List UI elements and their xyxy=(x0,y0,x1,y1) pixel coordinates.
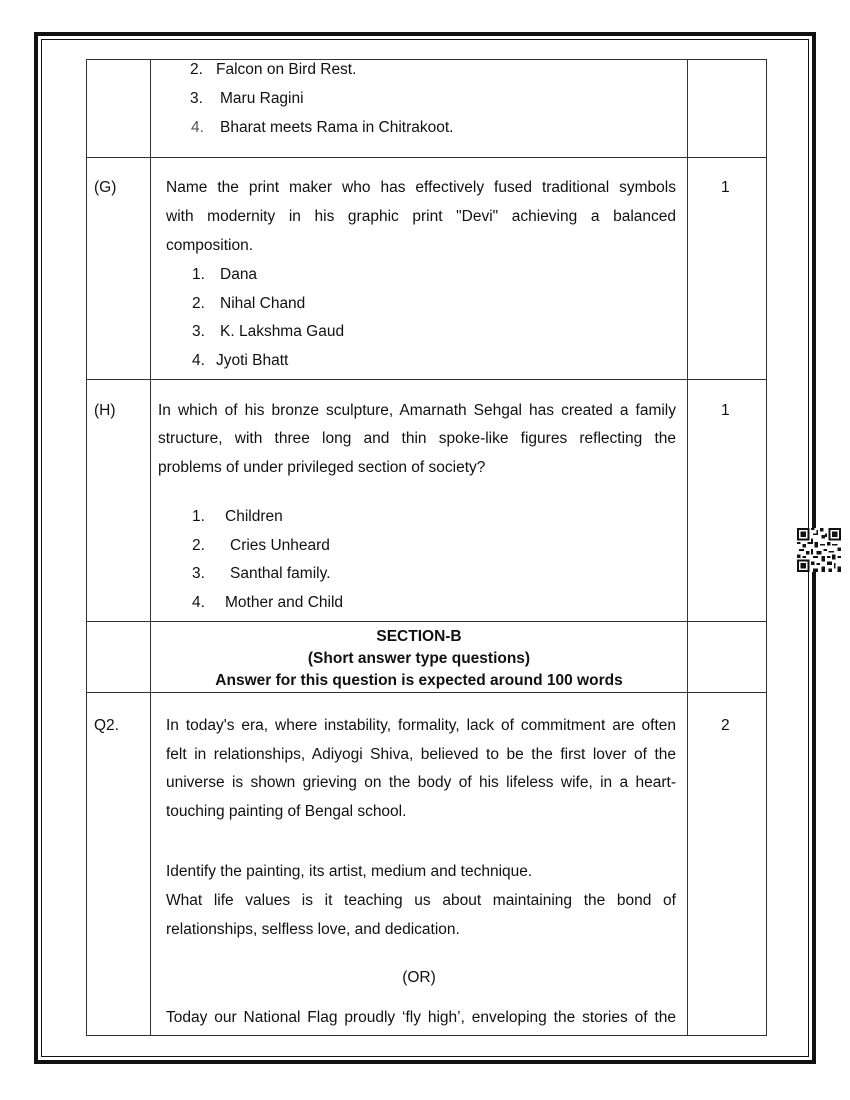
option-number: 3. xyxy=(190,90,203,107)
option-number: 1. xyxy=(192,266,205,283)
question-text-line: universe is shown grieving on the body of his lifeless wife, in a heart- xyxy=(166,774,676,791)
section-subtitle: (Short answer type questions) xyxy=(307,650,531,667)
question-text-line: touching painting of Bengal school. xyxy=(166,803,407,820)
question-label: (G) xyxy=(94,179,117,196)
option-number: 4. xyxy=(191,119,204,136)
question-text-line: Today our National Flag proudly ‘fly high’, enveloping the stories of the xyxy=(166,1009,676,1026)
option-text: Santhal family. xyxy=(230,565,331,582)
section-note: Answer for this question is expected around 100 words xyxy=(215,672,623,689)
option-number: 3. xyxy=(192,323,205,340)
question-text-line: In which of his bronze sculpture, Amarnath Sehgal has created a family xyxy=(158,402,676,419)
option-number: 2. xyxy=(192,295,205,312)
question-marks: 2 xyxy=(721,717,730,734)
option-text: K. Lakshma Gaud xyxy=(220,323,345,340)
option-number: 3. xyxy=(192,565,205,582)
option-text: Bharat meets Rama in Chitrakoot. xyxy=(220,119,454,136)
option-text: Cries Unheard xyxy=(230,537,330,554)
qr-code-icon xyxy=(797,528,841,572)
question-text-line: Identify the painting, its artist, medium and technique. xyxy=(166,863,533,880)
or-separator: (OR) xyxy=(402,969,436,986)
question-text-line: with modernity in his graphic print "Devi" achieving a balanced xyxy=(166,208,676,225)
option-number: 4. xyxy=(192,594,205,611)
option-number: 4. xyxy=(192,352,205,369)
section-title: SECTION-B xyxy=(376,628,462,645)
option-text: Dana xyxy=(220,266,258,283)
question-marks: 1 xyxy=(721,402,730,419)
option-number: 1. xyxy=(192,508,205,525)
option-text: Mother and Child xyxy=(225,594,344,611)
question-text-line: felt in relationships, Adiyogi Shiva, believed to be the first lover of the xyxy=(166,746,676,763)
question-label: (H) xyxy=(94,402,116,419)
question-label: Q2. xyxy=(94,717,119,734)
question-text-line: problems of under privileged section of society? xyxy=(158,459,486,476)
option-text: Jyoti Bhatt xyxy=(216,352,289,369)
question-text-line: What life values is it teaching us about maintaining the bond of xyxy=(166,892,676,909)
question-text-line: In today's era, where instability, formality, lack of commitment are often xyxy=(166,717,676,734)
question-text-line: structure, with three long and thin spoke-like figures reflecting the xyxy=(158,430,676,447)
option-number: 2. xyxy=(192,537,205,554)
question-text-line: relationships, selfless love, and dedication. xyxy=(166,921,460,938)
option-number: 2. xyxy=(190,61,203,78)
option-text: Maru Ragini xyxy=(220,90,304,107)
question-text-line: composition. xyxy=(166,237,254,254)
option-text: Falcon on Bird Rest. xyxy=(216,61,357,78)
question-marks: 1 xyxy=(721,179,730,196)
option-text: Nihal Chand xyxy=(220,295,306,312)
option-text: Children xyxy=(225,508,283,525)
question-text-line: Name the print maker who has effectively fused traditional symbols xyxy=(166,179,676,196)
